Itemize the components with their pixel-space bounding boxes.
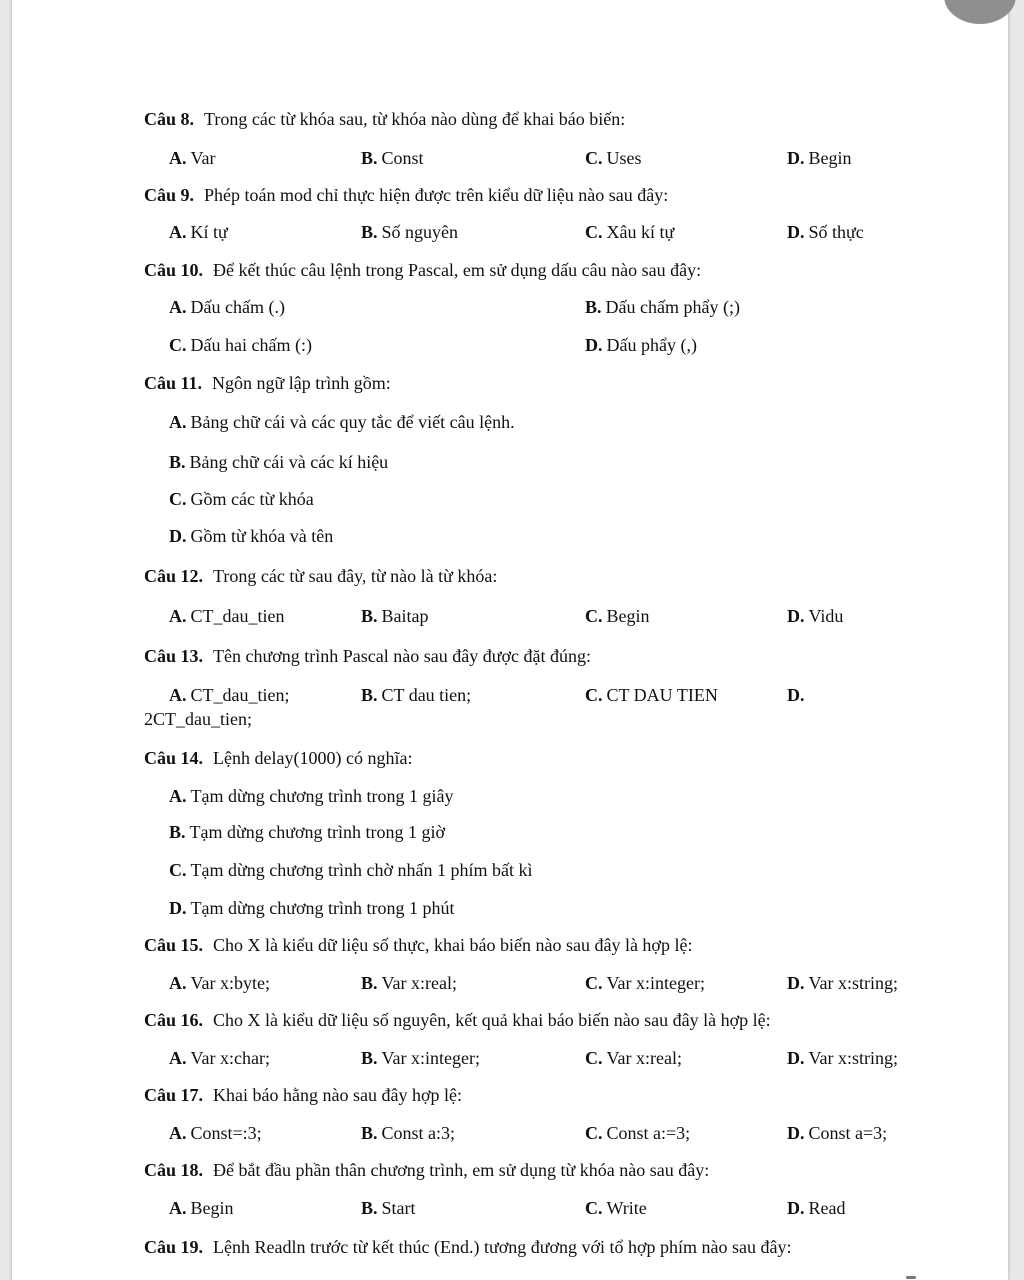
option-letter: B. (361, 1123, 378, 1143)
question-15 (144, 934, 692, 956)
option-text: Bảng chữ cái và các quy tắc để viết câu lệnh. (190, 412, 515, 432)
option-a (169, 296, 285, 318)
option-letter: D. (787, 606, 805, 626)
option-text: Bảng chữ cái và các kí hiệu (189, 452, 389, 472)
option-letter: A. (169, 973, 187, 993)
option-c (585, 147, 642, 169)
option-letter: B. (361, 1198, 378, 1218)
option-text: Tạm dừng chương trình trong 1 giờ (189, 822, 446, 842)
question-17 (144, 1084, 462, 1106)
question-text: Khai báo hằng nào sau đây hợp lệ: (213, 1085, 462, 1105)
question-18 (144, 1159, 709, 1181)
option-text: Dấu chấm phẩy (;) (605, 297, 740, 317)
option-c (585, 1122, 690, 1144)
option-letter: B. (361, 1048, 378, 1068)
option-letter: C. (585, 1123, 603, 1143)
option-a (169, 785, 454, 807)
option-letter: A. (169, 222, 187, 242)
option-text: CT_dau_tien (190, 606, 285, 626)
option-text: Begin (606, 606, 650, 626)
option-a (169, 684, 289, 706)
option-d (787, 1122, 887, 1144)
option-d (585, 334, 697, 356)
option-b (361, 1047, 480, 1069)
question-14 (144, 747, 412, 769)
option-text: Begin (808, 148, 852, 168)
question-16 (144, 1009, 771, 1031)
option-letter: C. (585, 685, 603, 705)
option-text: Dấu chấm (.) (190, 297, 285, 317)
option-letter: B. (169, 452, 186, 472)
question-text: Để bắt đầu phần thân chương trình, em sử dụng từ khóa nào sau đây: (213, 1160, 710, 1180)
question-13 (144, 645, 591, 667)
question-label: Câu 14. (144, 748, 204, 768)
option-text: Var x:integer; (381, 1048, 480, 1068)
scroll-indicator (906, 1276, 916, 1279)
question-19 (144, 1236, 792, 1258)
option-letter: D. (787, 685, 805, 705)
option-letter: D. (169, 898, 187, 918)
option-text: Vidu (808, 606, 844, 626)
question-11 (144, 372, 391, 394)
option-text: Dấu phẩy (,) (606, 335, 697, 355)
option-b (169, 821, 445, 843)
option-letter: C. (585, 1198, 603, 1218)
option-letter: D. (787, 148, 805, 168)
option-text: Var x:byte; (190, 973, 270, 993)
option-letter: C. (169, 335, 187, 355)
option-letter: A. (169, 1198, 187, 1218)
option-text: Var x:real; (606, 1048, 682, 1068)
option-d (787, 972, 898, 994)
question-8 (144, 108, 625, 130)
question-label: Câu 15. (144, 935, 204, 955)
question-label: Câu 12. (144, 566, 204, 586)
option-a (169, 1197, 234, 1219)
question-label: Câu 16. (144, 1010, 204, 1030)
option-text: CT DAU TIEN (606, 685, 718, 705)
question-label: Câu 13. (144, 646, 204, 666)
option-text: Gồm từ khóa và tên (190, 526, 334, 546)
option-letter: B. (361, 148, 378, 168)
option-letter: B. (361, 222, 378, 242)
option-d (787, 147, 852, 169)
option-c (585, 684, 718, 706)
option-d-text (144, 708, 252, 730)
option-text: Var x:string; (808, 1048, 898, 1068)
option-letter: D. (585, 335, 603, 355)
option-text: 2CT_dau_tien; (144, 709, 252, 729)
option-text: CT_dau_tien; (190, 685, 290, 705)
option-letter: A. (169, 685, 187, 705)
option-letter: D. (787, 1048, 805, 1068)
option-text: Gồm các từ khóa (190, 489, 314, 509)
question-label: Câu 8. (144, 109, 195, 129)
question-text: Phép toán mod chỉ thực hiện được trên kiểu dữ liệu nào sau đây: (204, 185, 669, 205)
option-letter: D. (787, 1123, 805, 1143)
option-a (169, 1047, 270, 1069)
option-text: Uses (606, 148, 642, 168)
option-d (787, 1197, 845, 1219)
option-letter: A. (169, 786, 187, 806)
option-letter: D. (787, 222, 805, 242)
option-letter: C. (169, 860, 187, 880)
option-a (169, 605, 284, 627)
option-letter: C. (585, 973, 603, 993)
option-text: Số thực (808, 222, 864, 242)
question-12 (144, 565, 497, 587)
option-b (361, 684, 471, 706)
document-page (12, 0, 1008, 1280)
option-text: Const a:3; (381, 1123, 456, 1143)
option-a (169, 1122, 262, 1144)
option-letter: C. (585, 606, 603, 626)
option-a (169, 147, 216, 169)
option-letter: C. (585, 222, 603, 242)
question-label: Câu 10. (144, 260, 204, 280)
option-text: Xâu kí tự (606, 222, 675, 242)
option-d (787, 1047, 898, 1069)
option-letter: B. (169, 822, 186, 842)
option-a (169, 411, 515, 433)
option-text: Tạm dừng chương trình trong 1 phút (190, 898, 455, 918)
option-c (585, 1047, 682, 1069)
option-c (585, 1197, 647, 1219)
option-letter: A. (169, 412, 187, 432)
question-text: Để kết thúc câu lệnh trong Pascal, em sử dụng dấu câu nào sau đây: (213, 260, 702, 280)
option-c (169, 334, 312, 356)
option-c (585, 605, 650, 627)
question-text: Lệnh delay(1000) có nghĩa: (213, 748, 413, 768)
option-text: Const a=3; (808, 1123, 888, 1143)
option-letter: A. (169, 297, 187, 317)
question-text: Ngôn ngữ lập trình gồm: (212, 373, 391, 393)
option-text: Var (190, 148, 216, 168)
option-b (361, 1197, 416, 1219)
option-letter: C. (585, 148, 603, 168)
option-text: Write (606, 1198, 647, 1218)
option-text: Read (808, 1198, 846, 1218)
option-text: Dấu hai chấm (:) (190, 335, 312, 355)
option-text: Const=:3; (190, 1123, 262, 1143)
option-c (585, 221, 674, 243)
option-text: Var x:char; (190, 1048, 270, 1068)
option-b (169, 451, 388, 473)
option-text: Baitap (381, 606, 429, 626)
option-text: Tạm dừng chương trình chờ nhấn 1 phím bất kì (190, 860, 533, 880)
option-text: Start (381, 1198, 416, 1218)
option-c (169, 488, 314, 510)
option-c (585, 972, 705, 994)
question-label: Câu 9. (144, 185, 195, 205)
option-b (361, 221, 458, 243)
option-text: Begin (190, 1198, 234, 1218)
option-letter: B. (361, 606, 378, 626)
question-10 (144, 259, 701, 281)
option-text: Số nguyên (381, 222, 459, 242)
option-d (169, 525, 333, 547)
option-letter: D. (169, 526, 187, 546)
option-letter: A. (169, 148, 187, 168)
question-9 (144, 184, 668, 206)
option-d (169, 897, 455, 919)
option-letter: C. (585, 1048, 603, 1068)
question-text: Trong các từ khóa sau, từ khóa nào dùng để khai báo biến: (204, 109, 626, 129)
option-b (361, 972, 457, 994)
option-text: Var x:string; (808, 973, 898, 993)
option-b (361, 605, 429, 627)
option-b (585, 296, 740, 318)
question-label: Câu 18. (144, 1160, 204, 1180)
option-letter: A. (169, 606, 187, 626)
question-text: Cho X là kiểu dữ liệu số nguyên, kết quả khai báo biến nào sau đây là hợp lệ: (213, 1010, 771, 1030)
option-d (787, 605, 843, 627)
option-letter: D. (787, 973, 805, 993)
option-letter: A. (169, 1048, 187, 1068)
option-b (361, 1122, 455, 1144)
option-d (787, 221, 864, 243)
option-a (169, 972, 270, 994)
option-text: Const a:=3; (606, 1123, 691, 1143)
question-text: Tên chương trình Pascal nào sau đây được đặt đúng: (213, 646, 591, 666)
option-letter: A. (169, 1123, 187, 1143)
option-a (169, 221, 228, 243)
option-text: Tạm dừng chương trình trong 1 giây (190, 786, 454, 806)
option-text: Const (381, 148, 424, 168)
option-letter: B. (361, 973, 378, 993)
option-b (361, 147, 424, 169)
option-text: CT dau tien; (381, 685, 472, 705)
question-text: Lệnh Readln trước từ kết thúc (End.) tương đương với tổ hợp phím nào sau đây: (213, 1237, 792, 1257)
question-label: Câu 11. (144, 373, 203, 393)
question-text: Trong các từ sau đây, từ nào là từ khóa: (213, 566, 498, 586)
option-letter: C. (169, 489, 187, 509)
option-letter: B. (585, 297, 602, 317)
option-letter: B. (361, 685, 378, 705)
option-letter: D. (787, 1198, 805, 1218)
option-c (169, 859, 533, 881)
question-text: Cho X là kiểu dữ liệu số thực, khai báo biến nào sau đây là hợp lệ: (213, 935, 693, 955)
option-text: Var x:integer; (606, 973, 705, 993)
question-label: Câu 19. (144, 1237, 204, 1257)
option-d-letter (787, 684, 809, 706)
question-label: Câu 17. (144, 1085, 204, 1105)
option-text: Var x:real; (381, 973, 457, 993)
option-text: Kí tự (190, 222, 228, 242)
